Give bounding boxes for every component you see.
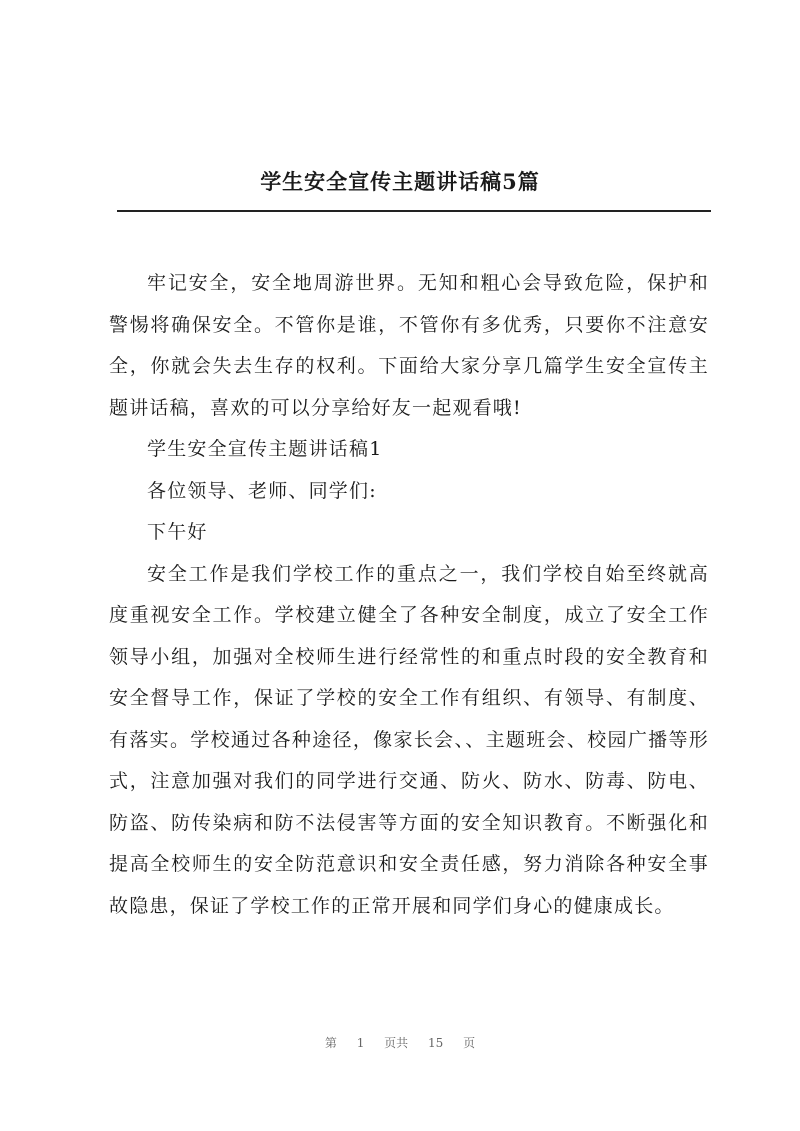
document-body [109, 263, 709, 927]
page-title: 学生安全宣传主题讲话稿5篇 [260, 169, 540, 194]
footer-page-number: 1 [356, 1036, 365, 1050]
footer-total-pages: 15 [428, 1036, 444, 1050]
body-paragraph: 安全工作是我们学校工作的重点之一，我们学校自始至终就高度重视安全工作。学校建立健全了各种安全制度，成立了安全工作领导小组，加强对全校师生进行经常性的和重点时段的安全教育和安全督导工作，保证了学校的安全工作有组织、有领导、有制度、有落实。学校通过各种途径，像家长会、、主题班会、校园广播等形式，注意加强对我们的同学进行交通、防火、防水、防毒、防电、防盗、防传染病和防不法侵害等方面的安全知识教育。不断强化和提高全校师生的安全防范意识和安全责任感，努力消除各种安全事故隐患，保证了学校工作的正常开展和同学们身心的健康成长。 [109, 562, 709, 917]
salutation: 各位领导、老师、同学们: [147, 479, 377, 502]
footer-page-mid: 页共 [384, 1036, 409, 1050]
footer-page-suffix: 页 [463, 1036, 476, 1050]
section-heading: 学生安全宣传主题讲话稿1 [147, 438, 383, 460]
intro-paragraph: 牢记安全，安全地周游世界。无知和粗心会导致危险，保护和警惕将确保安全。不管你是谁，不管你有多优秀，只要你不注意安全，你就会失去生存的权利。下面给大家分享几篇学生安全宣传主题讲话稿，喜欢的可以分享给好友一起观看哦! [109, 272, 709, 419]
page-footer [0, 1034, 800, 1051]
title-divider [117, 210, 711, 212]
footer-page-prefix: 第 [324, 1036, 337, 1050]
greeting: 下午好 [147, 521, 208, 543]
